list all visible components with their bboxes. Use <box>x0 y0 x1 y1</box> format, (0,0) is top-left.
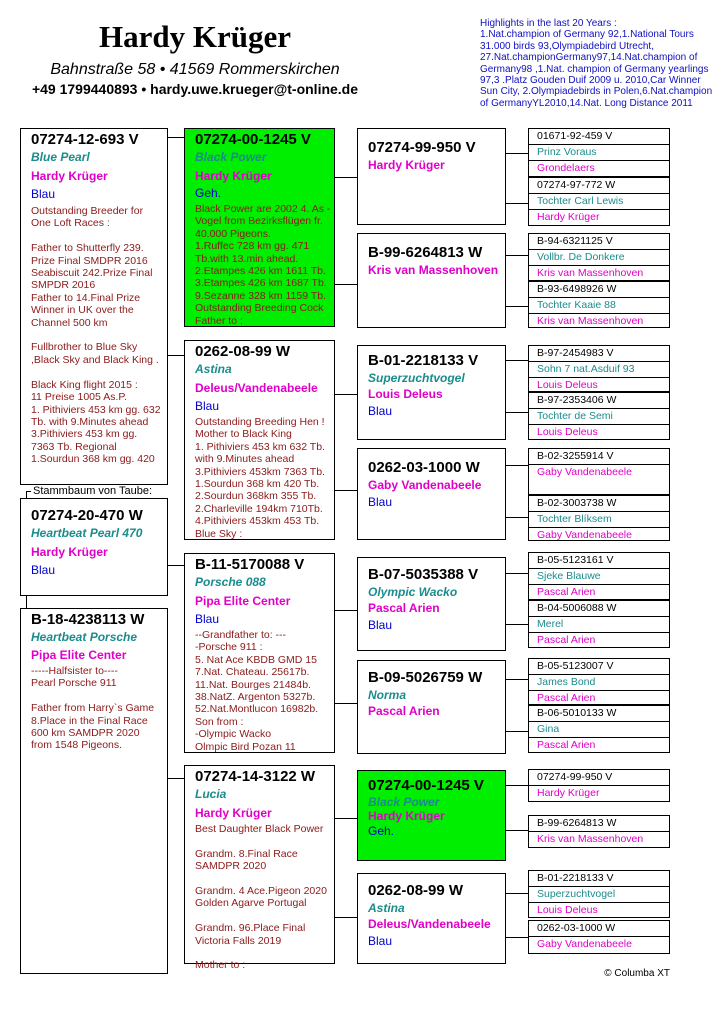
pigeon-name: Olympic Wacko <box>368 585 458 599</box>
owner-name: Hardy Krüger <box>537 787 600 799</box>
pigeon-color: Blau <box>195 612 220 626</box>
great-grandparent-card <box>357 128 506 225</box>
subject-card <box>20 498 168 596</box>
ancestor-card <box>528 815 670 848</box>
ancestor-card <box>528 920 670 954</box>
owner-name: Hardy Krüger <box>31 545 108 559</box>
ancestor-card <box>528 177 670 226</box>
connector-line <box>335 818 357 819</box>
ring-number: B-07-5035388 V <box>368 566 479 583</box>
ring-number: B-18-4238113 W <box>31 611 145 628</box>
owner-name: Louis Deleus <box>368 387 443 401</box>
ring-number: 07274-99-950 V <box>529 770 669 786</box>
pigeon-name: Lucia <box>195 787 227 801</box>
software-credit: © Columba XT <box>604 968 670 979</box>
pigeon-color: Blau <box>31 563 56 577</box>
connector-line <box>506 679 528 680</box>
ring-number: B-01-2218133 V <box>368 352 479 369</box>
pigeon-name: Sjeke Blauwe <box>529 569 669 585</box>
father-card <box>20 128 168 485</box>
owner-name: Hardy Krüger <box>31 169 108 183</box>
pigeon-color: Blau <box>31 187 56 201</box>
connector-line <box>506 830 528 831</box>
ring-number: 07274-00-1245 V <box>195 131 311 148</box>
ring-number: 07274-20-470 W <box>31 507 143 524</box>
connector-line <box>506 573 528 574</box>
pigeon-name: Superzuchtvogel <box>368 371 465 385</box>
connector-line <box>506 203 528 204</box>
ring-number: 0262-03-1000 W <box>529 921 669 937</box>
pigeon-color: Blau <box>368 934 393 948</box>
connector-line <box>506 937 528 938</box>
ring-number: B-99-6264813 W <box>368 244 483 261</box>
ancestor-card <box>528 233 670 281</box>
ancestor-card <box>528 495 670 541</box>
pigeon-name: Astina <box>368 901 405 915</box>
owner-name: Hardy Krüger <box>368 158 445 172</box>
ring-number: B-94-6321125 V <box>529 234 669 250</box>
connector-line <box>168 778 184 779</box>
pigeon-name: Prinz Voraus <box>529 145 669 161</box>
great-grandparent-card <box>357 873 506 964</box>
owner-name: Pipa Elite Center <box>31 648 127 662</box>
connector-line <box>168 137 184 138</box>
great-grandparent-card <box>357 345 506 440</box>
connector-line <box>335 917 357 918</box>
owner-name: Gaby Vandenabeele <box>537 938 632 950</box>
ancestor-card <box>528 448 670 495</box>
ring-number: 07274-14-3122 W <box>195 768 316 785</box>
owner-name: Pipa Elite Center <box>195 594 291 608</box>
owner-name: Pascal Arien <box>368 704 440 718</box>
connector-line <box>335 284 357 285</box>
pigeon-name: Tochter de Semi <box>529 409 669 425</box>
pigeon-description: Outstanding Breeding Hen ! Mother to Black King 1. Pithiviers 453 km 632 Tb. with 9.Minutes ahead 3.Pithiviers 453km 7363 Tb. 1.Sourdun 368 km 420 Tb. 2.Sourdun 368km 355 Tb. 2.Charleville 194km 710Tb. 4.Pithiviers 453km 453 Tb. Blue Sky : <box>195 416 325 540</box>
connector-line <box>335 610 357 611</box>
connector-line <box>506 153 528 154</box>
ring-number: 0262-03-1000 W <box>368 459 480 476</box>
owner-name: Pascal Arien <box>537 739 596 751</box>
pigeon-color: Blau <box>368 404 393 418</box>
owner-name: Louis Deleus <box>537 904 598 916</box>
connector-line <box>506 517 528 518</box>
connector-line <box>506 412 528 413</box>
pigeon-name: Black Power <box>368 795 440 809</box>
pigeon-name: Sohn 7 nat.Asduif 93 <box>529 362 669 378</box>
pigeon-name: Tochter Kaaie 88 <box>529 298 669 314</box>
owner-name: Grondelaers <box>537 162 595 174</box>
connector-line <box>335 394 357 395</box>
ring-number: B-09-5026759 W <box>368 669 483 686</box>
ancestor-card <box>528 345 670 392</box>
ancestor-card <box>528 281 670 328</box>
owner-name: Louis Deleus <box>537 426 598 438</box>
great-grandparent-card <box>357 660 506 754</box>
pigeon-name: Vollbr. De Donkere <box>529 250 669 266</box>
ring-number: 07274-97-772 W <box>529 178 669 194</box>
owner-name: Kris van Massenhoven <box>537 833 644 845</box>
pigeon-name: Gina <box>529 722 669 738</box>
pigeon-color: Geh. <box>368 824 395 838</box>
pigeon-name: Porsche 088 <box>195 575 266 589</box>
connector-line <box>168 355 184 356</box>
ring-number: B-97-2454983 V <box>529 346 669 362</box>
connector-line <box>506 465 528 466</box>
connector-line <box>506 785 528 786</box>
great-grandparent-card <box>357 448 506 540</box>
connector-line <box>335 177 357 178</box>
pigeon-name: Blue Pearl <box>31 150 90 164</box>
pigeon-description: Outstanding Breeder for One Loft Races : Father to Shutterfly 239. Prize Final SMDPR 2016 Seabiscuit 242.Prize Final SMPDR 2016 Father to 14.Final Prize Winner in UK over the Channel 500 km Fullbrother to Blue Sky ,Black Sky and Black King . Black King flight 2015 : 11 Preise 1005 As.P. 1. Pithiviers 453 km gg. 632 Tb. with 9.Minutes ahead 3.Pithiviers 453 km gg. 7363 Tb. Regional 1.Sourdun 368 km gg. 420 <box>31 205 161 466</box>
connector-line <box>506 893 528 894</box>
pigeon-description: --Grandfather to: --- -Porsche 911 : 5. Nat Ace KBDB GMD 15 7.Nat. Chateau. 25617b. 11.Nat. Bourges 21484b. 38.NatZ. Argenton 5327b. 52.Nat.Montlucon 16982b. Son from : -Olympic Wacko Olmpic Bird Pozan 11 <box>195 629 319 753</box>
ring-number: B-04-5006088 W <box>529 601 669 617</box>
owner-name: Gaby Vandenabeele <box>537 466 632 478</box>
owner-name: Deleus/Vandenabeele <box>368 917 491 931</box>
mother-card <box>20 608 168 974</box>
connector-line <box>335 703 357 704</box>
owner-name: Pascal Arien <box>537 634 596 646</box>
ring-number: B-02-3003738 W <box>529 496 669 512</box>
connector-line <box>506 306 528 307</box>
ring-number: 07274-12-693 V <box>31 131 139 148</box>
owner-name: Gaby Vandenabeele <box>368 478 482 492</box>
pigeon-color: Geh. <box>195 186 222 200</box>
owner-name: Pascal Arien <box>537 586 596 598</box>
connector-line <box>335 490 357 491</box>
pigeon-name: Astina <box>195 362 232 376</box>
owner-name: Deleus/Vandenabeele <box>195 381 318 395</box>
highlights-text: Highlights in the last 20 Years : 1.Nat.champion of Germany 92,1.National Tours 31.000 birds 93,Olympiadebird Utrecht, 27.Nat.championGermany97,14.Nat.champion of Germany98 ,1.Nat. champion of Germany yearlings 97,3 .Platz Gouden Duif 2009 u. 2010,Car Winner Sun City, 2.Olympiadebirds in Polen,6.Nat.champion of GermanyYL2010,14.Nat. Long Distance 2011 <box>480 18 713 109</box>
owner-name: Kris van Massenhoven <box>537 267 644 279</box>
great-grandparent-card <box>357 770 506 861</box>
connector-line <box>168 565 184 566</box>
breeder-address: Bahnstraße 58 • 41569 Rommerskirchen <box>50 61 340 78</box>
connector-line <box>506 360 528 361</box>
ancestor-card <box>528 552 670 600</box>
connector-line <box>506 624 528 625</box>
great-grandparent-card <box>357 233 506 328</box>
owner-name: Hardy Krüger <box>195 806 272 820</box>
ring-number: 07274-99-950 V <box>368 139 476 156</box>
owner-name: Hardy Krüger <box>537 211 600 223</box>
pigeon-color: Blau <box>368 618 393 632</box>
pigeon-name: Heartbeat Porsche <box>31 630 138 644</box>
great-grandparent-card <box>357 557 506 651</box>
ring-number: B-99-6264813 W <box>529 816 669 832</box>
breeder-name: Hardy Krüger <box>99 19 291 54</box>
ancestor-card <box>528 705 670 753</box>
ring-number: B-05-5123161 V <box>529 553 669 569</box>
owner-name: Kris van Massenhoven <box>368 263 499 277</box>
pigeon-name: Merel <box>529 617 669 633</box>
grandparent-card <box>184 340 335 540</box>
ring-number: B-97-2353406 W <box>529 393 669 409</box>
ring-number: 0262-08-99 W <box>368 882 464 899</box>
ancestor-card <box>528 769 670 802</box>
owner-name: Pascal Arien <box>537 692 596 704</box>
ring-number: B-05-5123007 V <box>529 659 669 675</box>
ancestor-card <box>528 600 670 648</box>
ancestor-card <box>528 870 670 918</box>
ring-number: B-11-5170088 V <box>195 556 305 573</box>
pigeon-name: James Bond <box>529 675 669 691</box>
pigeon-name: Norma <box>368 688 407 702</box>
pigeon-name: Heartbeat Pearl 470 <box>31 526 143 540</box>
owner-name: Pascal Arien <box>368 601 440 615</box>
pigeon-name: Black Power <box>195 150 267 164</box>
owner-name: Kris van Massenhoven <box>537 315 644 327</box>
pigeon-color: Blau <box>368 495 393 509</box>
connector-line <box>506 731 528 732</box>
ring-number: 01671-92-459 V <box>529 129 669 145</box>
ring-number: 07274-00-1245 V <box>368 777 484 794</box>
connector-line <box>506 255 528 256</box>
pigeon-name: Superzuchtvogel <box>529 887 669 903</box>
ring-number: 0262-08-99 W <box>195 343 291 360</box>
breeder-contact: +49 1799440893 • hardy.uwe.krueger@t-online.de <box>31 81 359 97</box>
ring-number: B-06-5010133 W <box>529 706 669 722</box>
ring-number: B-93-6498926 W <box>529 282 669 298</box>
pedigree-label: Stammbaum von Taube: <box>33 485 153 497</box>
owner-name: Gaby Vandenabeele <box>537 529 632 541</box>
grandparent-card <box>184 553 335 753</box>
pigeon-name: Tochter Carl Lewis <box>529 194 669 210</box>
grandparent-card <box>184 128 335 327</box>
ancestor-card <box>528 128 670 177</box>
pigeon-color: Blau <box>195 399 220 413</box>
ring-number: B-02-3255914 V <box>529 449 669 465</box>
owner-name: Hardy Krüger <box>195 169 272 183</box>
pigeon-name: Tochter Blíksem <box>529 512 669 528</box>
pigeon-description: Black Power are 2002 4. As -Vogel from Bezirksflügen fr. 40.000 Pigeons. 1.Ruffec 728 km gg. 471 Tb.with 13.min ahead. 2.Etampes 426 km 1611 Tb. 3.Etampes 426 km 1687 Tb. 9.Sezanne 328 km 1159 Tb. Outstanding Breeding Cock Father to : <box>195 203 331 327</box>
ancestor-card <box>528 658 670 705</box>
pigeon-description: Best Daughter Black Power Grandm. 8.Final Race SAMDPR 2020 Grandm. 4 Ace.Pigeon 2020 Golden Agarve Portugal Grandm. 96.Place Final Victoria Falls 2019 Mother to : <box>195 823 327 972</box>
grandparent-card <box>184 765 335 972</box>
ancestor-card <box>528 392 670 440</box>
ring-number: B-01-2218133 V <box>529 871 669 887</box>
owner-name: Louis Deleus <box>537 379 598 391</box>
pigeon-description: -----Halfsister to---- Pearl Porsche 911 Father from Harry`s Game 8.Place in the Final Race 600 km SAMDPR 2020 from 1548 Pigeons. <box>31 665 155 752</box>
owner-name: Hardy Krüger <box>368 809 445 823</box>
